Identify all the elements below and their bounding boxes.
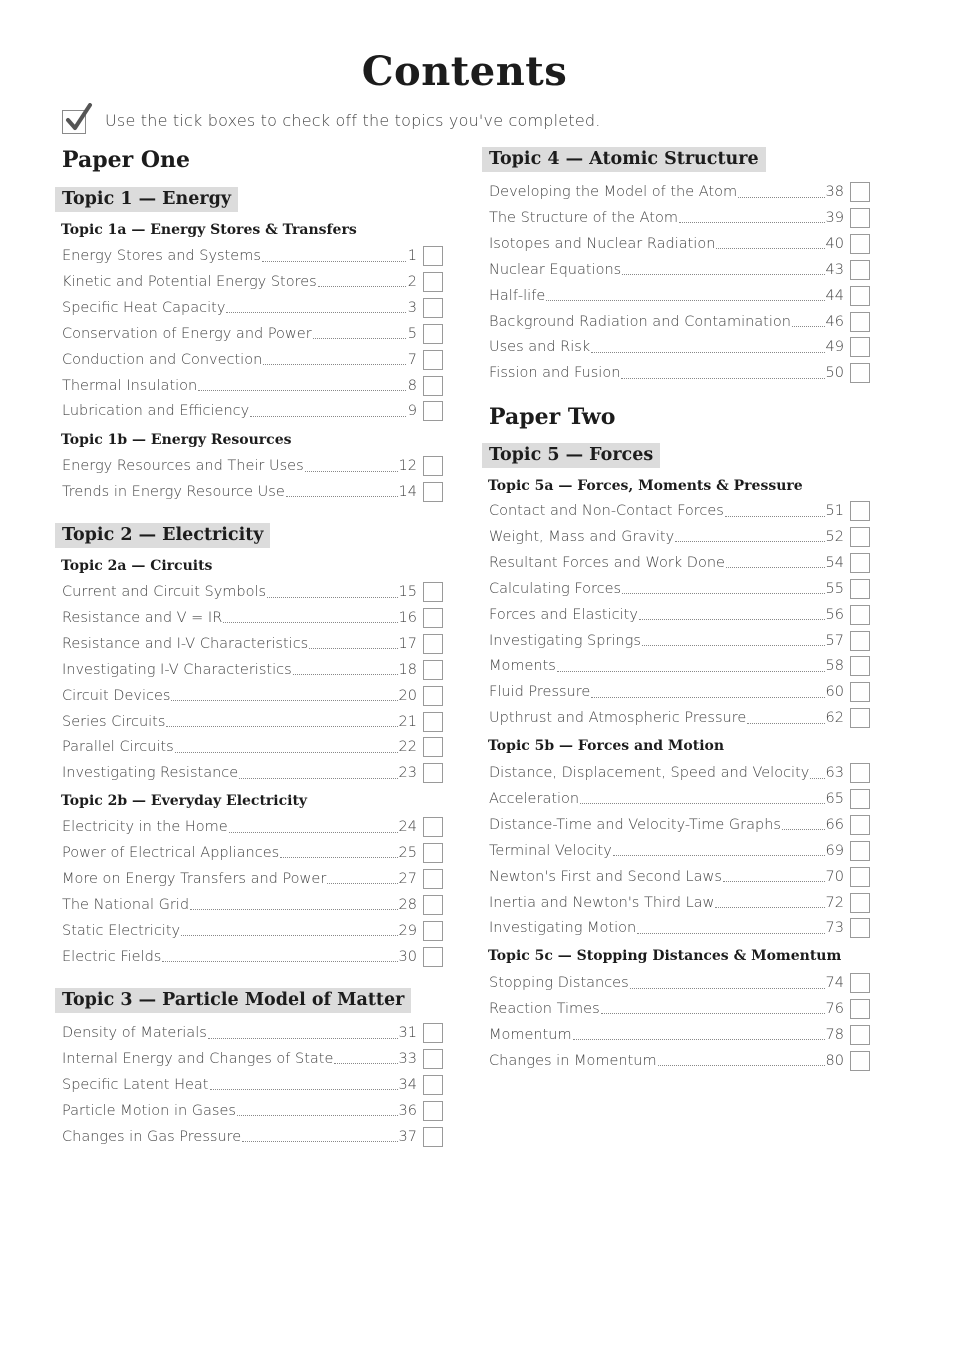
paper-two-heading: Paper Two	[489, 404, 616, 430]
dot-leader	[601, 1013, 825, 1014]
entry-title: Circuit Devices	[62, 687, 171, 704]
entry-title: Newton's First and Second Laws	[489, 868, 722, 885]
entry-title: Changes in Momentum	[489, 1052, 657, 1069]
contents-entry	[55, 454, 443, 478]
tick-box-checkbox[interactable]	[423, 1049, 443, 1069]
entry-page-number: 46	[825, 313, 844, 330]
entry-title: Inertia and Newton's Third Law	[489, 894, 715, 911]
contents-entry	[55, 480, 443, 504]
dot-leader	[622, 593, 824, 594]
entry-page-number: 57	[825, 632, 844, 649]
tick-box-checkbox[interactable]	[423, 817, 443, 837]
entry-title: Kinetic and Potential Energy Stores	[62, 273, 317, 290]
entry-title: Investigating Motion	[489, 920, 637, 937]
page-title: Contents	[361, 48, 568, 95]
entry-title: Fission and Fusion	[489, 365, 621, 382]
entry-title: Upthrust and Atmospheric Pressure	[489, 710, 747, 727]
dot-leader	[223, 622, 397, 623]
entry-page-number: 38	[825, 184, 844, 200]
entry-page-number: 65	[825, 790, 844, 807]
instruction-text: Use the tick boxes to check off the topics you've completed.	[105, 110, 601, 130]
tick-box-checkbox[interactable]	[423, 324, 443, 344]
contents-entry	[482, 654, 870, 678]
contents-entry	[55, 841, 443, 865]
contents-entry	[482, 1023, 870, 1047]
entry-page-number: 18	[398, 661, 417, 678]
dot-leader	[250, 416, 406, 417]
dot-leader	[263, 364, 406, 365]
topic-1b-heading: Topic 1b — Energy Resources	[61, 432, 292, 448]
tick-box-checkbox[interactable]	[850, 973, 870, 993]
contents-entry	[55, 296, 443, 320]
tick-box-checkbox[interactable]	[423, 1075, 443, 1095]
entry-page-number: 23	[398, 765, 417, 782]
entry-page-number: 15	[398, 584, 417, 600]
entry-page-number: 33	[398, 1050, 417, 1067]
paper-one-heading: Paper One	[62, 147, 190, 173]
entry-page-number: 54	[825, 554, 844, 571]
dot-leader	[725, 516, 825, 517]
entry-page-number: 7	[407, 351, 417, 368]
dot-leader	[639, 619, 825, 620]
entry-title: Forces and Elasticity	[489, 606, 638, 623]
dot-leader	[679, 222, 825, 223]
contents-entry	[482, 206, 870, 230]
entry-page-number: 51	[825, 503, 844, 519]
dot-leader	[557, 671, 825, 672]
topic-5a-heading: Topic 5a — Forces, Moments & Pressure	[488, 478, 803, 494]
contents-entry	[482, 787, 870, 811]
tick-box-checkbox[interactable]	[423, 272, 443, 292]
tick-box-checkbox[interactable]	[850, 789, 870, 809]
dot-leader	[293, 674, 398, 675]
entry-page-number: 8	[407, 377, 417, 394]
tick-box-checkbox[interactable]	[850, 918, 870, 938]
dot-leader	[782, 829, 825, 830]
dot-leader	[229, 832, 398, 833]
entry-title: Trends in Energy Resource Use	[62, 483, 285, 500]
contents-entry	[55, 893, 443, 917]
topic-5b-heading: Topic 5b — Forces and Motion	[488, 738, 725, 754]
tick-box-checkbox[interactable]	[850, 867, 870, 887]
dot-leader	[242, 1141, 397, 1142]
entry-page-number: 72	[825, 894, 844, 911]
contents-entry	[482, 284, 870, 308]
dot-leader	[208, 1038, 398, 1039]
entry-page-number: 78	[825, 1026, 844, 1043]
entry-title: Current and Circuit Symbols	[62, 584, 267, 600]
dot-leader	[210, 1089, 398, 1090]
entry-page-number: 52	[825, 528, 844, 545]
dot-leader	[580, 803, 824, 804]
tick-box-checkbox[interactable]	[850, 363, 870, 383]
tick-box-checkbox[interactable]	[850, 337, 870, 357]
tick-box-checkbox[interactable]	[423, 376, 443, 396]
tick-box-checkbox[interactable]	[423, 608, 443, 628]
dot-leader	[162, 961, 397, 962]
contents-entry	[482, 865, 870, 889]
checkmark-icon	[62, 110, 86, 134]
entry-page-number: 73	[825, 920, 844, 937]
entry-title: Stopping Distances	[489, 975, 629, 991]
topic-5c-heading: Topic 5c — Stopping Distances & Momentum	[488, 948, 842, 964]
entry-title: Specific Latent Heat	[62, 1076, 209, 1093]
contents-entry	[482, 629, 870, 653]
entry-page-number: 24	[398, 819, 417, 835]
entry-title: Resistance and V = IR	[62, 609, 223, 626]
entry-title: Isotopes and Nuclear Radiation	[489, 235, 716, 252]
tick-box-checkbox[interactable]	[850, 527, 870, 547]
entry-page-number: 74	[825, 975, 844, 991]
tick-box-checkbox[interactable]	[423, 737, 443, 757]
contents-entry	[482, 706, 870, 730]
topic-5-heading: Topic 5 — Forces	[482, 443, 660, 468]
contents-entry	[55, 606, 443, 630]
contents-entry	[55, 374, 443, 398]
dot-leader	[237, 1115, 398, 1116]
entry-page-number: 50	[825, 365, 844, 382]
entry-page-number: 25	[398, 844, 417, 861]
topic-3-heading: Topic 3 — Particle Model of Matter	[55, 988, 411, 1013]
tick-box-checkbox[interactable]	[850, 656, 870, 676]
entry-title: Resultant Forces and Work Done	[489, 554, 725, 571]
contents-entry	[482, 839, 870, 863]
entry-title: More on Energy Transfers and Power	[62, 870, 327, 887]
contents-entry	[55, 1099, 443, 1123]
contents-entry	[55, 735, 443, 759]
tick-box-checkbox[interactable]	[423, 869, 443, 889]
tick-box-checkbox[interactable]	[850, 182, 870, 202]
entry-title: Fluid Pressure	[489, 684, 591, 701]
dot-leader	[747, 723, 824, 724]
tick-box-checkbox[interactable]	[850, 605, 870, 625]
entry-page-number: 17	[398, 635, 417, 652]
entry-page-number: 2	[407, 273, 417, 290]
contents-entry	[482, 232, 870, 256]
dot-leader	[630, 988, 825, 989]
entry-title: Momentum	[489, 1026, 572, 1043]
contents-entry	[482, 603, 870, 627]
contents-entry	[55, 580, 443, 604]
dot-leader	[313, 338, 406, 339]
dot-leader	[181, 935, 397, 936]
instruction-row	[62, 106, 601, 134]
entry-page-number: 76	[825, 1000, 844, 1017]
contents-entry	[55, 270, 443, 294]
entry-title: Moments	[489, 658, 556, 675]
entry-page-number: 69	[825, 842, 844, 859]
tick-box-checkbox[interactable]	[423, 246, 443, 266]
dot-leader	[171, 700, 397, 701]
dot-leader	[327, 883, 397, 884]
entry-title: Calculating Forces	[489, 580, 622, 597]
topic-2b-heading: Topic 2b — Everyday Electricity	[61, 793, 308, 809]
tick-box-checkbox[interactable]	[423, 582, 443, 602]
tick-box-checkbox[interactable]	[850, 763, 870, 783]
tick-box-checkbox[interactable]	[850, 893, 870, 913]
dot-leader	[723, 881, 825, 882]
dot-leader	[792, 326, 825, 327]
entry-page-number: 5	[407, 325, 417, 342]
tick-box-checkbox[interactable]	[850, 260, 870, 280]
contents-entry	[482, 180, 870, 204]
dot-leader	[622, 274, 824, 275]
entry-page-number: 56	[825, 606, 844, 623]
tick-box-checkbox[interactable]	[850, 286, 870, 306]
dot-leader	[305, 471, 398, 472]
contents-entry	[55, 684, 443, 708]
entry-title: Series Circuits	[62, 713, 166, 730]
tick-box-checkbox[interactable]	[423, 482, 443, 502]
contents-entry	[482, 1049, 870, 1073]
dot-leader	[738, 197, 824, 198]
entry-page-number: 14	[398, 483, 417, 500]
dot-leader	[546, 300, 824, 301]
entry-page-number: 29	[398, 922, 417, 939]
entry-page-number: 22	[398, 739, 417, 756]
topic-1-heading: Topic 1 — Energy	[55, 187, 238, 212]
contents-entry	[55, 815, 443, 839]
dot-leader	[621, 378, 824, 379]
contents-entry	[55, 322, 443, 346]
tick-box-checkbox[interactable]	[850, 815, 870, 835]
contents-entry	[55, 632, 443, 656]
entry-title: Background Radiation and Contamination	[489, 313, 791, 330]
dot-leader	[716, 248, 824, 249]
contents-entry	[55, 919, 443, 943]
entry-page-number: 39	[825, 209, 844, 226]
dot-leader	[175, 752, 398, 753]
dot-leader	[166, 726, 397, 727]
tick-box-checkbox[interactable]	[423, 686, 443, 706]
entry-title: Density of Materials	[62, 1025, 207, 1041]
entry-page-number: 9	[407, 403, 417, 420]
tick-box-checkbox[interactable]	[850, 1051, 870, 1071]
contents-entry	[482, 761, 870, 785]
contents-entry	[482, 335, 870, 359]
tick-box-checkbox[interactable]	[423, 350, 443, 370]
contents-entry	[482, 258, 870, 282]
entry-title: Investigating I-V Characteristics	[62, 661, 292, 678]
dot-leader	[262, 261, 406, 262]
contents-entry	[482, 499, 870, 523]
dot-leader	[267, 597, 397, 598]
tick-box-checkbox[interactable]	[423, 456, 443, 476]
entry-page-number: 37	[398, 1128, 417, 1145]
contents-entry	[55, 244, 443, 268]
tick-box-checkbox[interactable]	[850, 312, 870, 332]
dot-leader	[286, 496, 398, 497]
entry-title: Energy Resources and Their Uses	[62, 458, 304, 474]
dot-leader	[226, 312, 406, 313]
contents-entry	[482, 997, 870, 1021]
entry-page-number: 63	[825, 765, 844, 781]
contents-entry	[482, 525, 870, 549]
dot-leader	[810, 778, 824, 779]
topic-2-heading: Topic 2 — Electricity	[55, 523, 270, 548]
topic-4-heading: Topic 4 — Atomic Structure	[482, 147, 766, 172]
dot-leader	[239, 778, 397, 779]
tick-box-checkbox[interactable]	[850, 553, 870, 573]
contents-entry	[55, 1125, 443, 1149]
entry-title: Terminal Velocity	[489, 842, 612, 859]
entry-title: Contact and Non-Contact Forces	[489, 503, 724, 519]
tick-box-checkbox[interactable]	[423, 634, 443, 654]
entry-page-number: 1	[407, 248, 417, 264]
dot-leader	[591, 352, 824, 353]
tick-box-checkbox[interactable]	[850, 631, 870, 651]
dot-leader	[642, 645, 825, 646]
contents-entry	[482, 551, 870, 575]
tick-box-checkbox[interactable]	[423, 1127, 443, 1147]
tick-box-checkbox[interactable]	[423, 401, 443, 421]
dot-leader	[726, 567, 825, 568]
contents-entry	[482, 310, 870, 334]
dot-leader	[190, 909, 398, 910]
entry-page-number: 28	[398, 896, 417, 913]
tick-box-checkbox[interactable]	[850, 208, 870, 228]
topic-1a-heading: Topic 1a — Energy Stores & Transfers	[61, 222, 357, 238]
dot-leader	[675, 541, 824, 542]
contents-entry	[55, 658, 443, 682]
entry-page-number: 16	[398, 609, 417, 626]
entry-page-number: 40	[825, 235, 844, 252]
entry-page-number: 30	[398, 948, 417, 965]
entry-page-number: 36	[398, 1102, 417, 1119]
entry-title: Conduction and Convection	[62, 351, 263, 368]
tick-box-checkbox[interactable]	[423, 712, 443, 732]
entry-title: Thermal Insulation	[62, 377, 198, 394]
entry-title: Developing the Model of the Atom	[489, 184, 738, 200]
tick-box-checkbox[interactable]	[423, 843, 443, 863]
entry-title: Lubrication and Efficiency	[62, 403, 250, 420]
entry-title: Reaction Times	[489, 1000, 600, 1017]
entry-page-number: 31	[398, 1025, 417, 1041]
tick-box-checkbox[interactable]	[423, 298, 443, 318]
contents-entry	[55, 945, 443, 969]
tick-box-checkbox[interactable]	[850, 682, 870, 702]
dot-leader	[198, 390, 406, 391]
tick-box-checkbox[interactable]	[850, 579, 870, 599]
entry-page-number: 58	[825, 658, 844, 675]
tick-box-checkbox[interactable]	[850, 708, 870, 728]
entry-page-number: 49	[825, 339, 844, 356]
dot-leader	[334, 1063, 397, 1064]
tick-box-checkbox[interactable]	[423, 1023, 443, 1043]
entry-page-number: 21	[398, 713, 417, 730]
entry-title: Half-life	[489, 287, 546, 304]
entry-title: Uses and Risk	[489, 339, 591, 356]
entry-title: Energy Stores and Systems	[62, 248, 261, 264]
entry-title: Acceleration	[489, 790, 580, 807]
dot-leader	[573, 1039, 825, 1040]
entry-title: Weight, Mass and Gravity	[489, 528, 675, 545]
entry-page-number: 27	[398, 870, 417, 887]
entry-page-number: 70	[825, 868, 844, 885]
contents-entry	[482, 361, 870, 385]
contents-entry	[55, 348, 443, 372]
entry-title: Static Electricity	[62, 922, 181, 939]
tick-box-checkbox[interactable]	[850, 234, 870, 254]
entry-page-number: 20	[398, 687, 417, 704]
contents-entry	[482, 680, 870, 704]
tick-box-checkbox[interactable]	[850, 999, 870, 1019]
dot-leader	[613, 855, 825, 856]
entry-title: Specific Heat Capacity	[62, 299, 226, 316]
entry-title: Nuclear Equations	[489, 261, 622, 278]
entry-title: Electric Fields	[62, 948, 162, 965]
entry-title: Particle Motion in Gases	[62, 1102, 236, 1119]
entry-page-number: 55	[825, 580, 844, 597]
entry-title: Parallel Circuits	[62, 739, 174, 756]
entry-title: Investigating Springs	[489, 632, 641, 649]
dot-leader	[318, 286, 406, 287]
dot-leader	[309, 648, 397, 649]
entry-page-number: 3	[407, 299, 417, 316]
contents-entry	[482, 577, 870, 601]
entry-title: Internal Energy and Changes of State	[62, 1050, 334, 1067]
contents-entry	[55, 399, 443, 423]
tick-box-checkbox[interactable]	[423, 947, 443, 967]
tick-box-checkbox[interactable]	[423, 660, 443, 680]
entry-page-number: 60	[825, 684, 844, 701]
entry-title: Resistance and I-V Characteristics	[62, 635, 309, 652]
entry-page-number: 34	[398, 1076, 417, 1093]
entry-title: Conservation of Energy and Power	[62, 325, 312, 342]
contents-entry	[55, 867, 443, 891]
entry-title: Investigating Resistance	[62, 765, 239, 782]
entry-title: Distance, Displacement, Speed and Velocity	[489, 765, 810, 781]
entry-page-number: 12	[398, 458, 417, 474]
contents-entry	[482, 916, 870, 940]
topic-2a-heading: Topic 2a — Circuits	[61, 558, 213, 574]
contents-entry	[55, 710, 443, 734]
contents-entry	[55, 1073, 443, 1097]
entry-page-number: 62	[825, 710, 844, 727]
dot-leader	[280, 857, 397, 858]
entry-page-number: 43	[825, 261, 844, 278]
entry-title: The Structure of the Atom	[489, 209, 678, 226]
dot-leader	[715, 907, 824, 908]
contents-entry	[55, 1047, 443, 1071]
tick-box-checkbox[interactable]	[423, 763, 443, 783]
tick-box-checkbox[interactable]	[850, 1025, 870, 1045]
contents-entry	[55, 761, 443, 785]
entry-page-number: 80	[825, 1052, 844, 1069]
entry-title: Distance-Time and Velocity-Time Graphs	[489, 816, 781, 833]
dot-leader	[658, 1065, 825, 1066]
contents-entry	[482, 813, 870, 837]
tick-box-checkbox[interactable]	[850, 501, 870, 521]
entry-title: The National Grid	[62, 896, 190, 913]
contents-entry	[55, 1021, 443, 1045]
dot-leader	[637, 933, 824, 934]
tick-box-checkbox[interactable]	[423, 921, 443, 941]
entry-title: Electricity in the Home	[62, 819, 228, 835]
entry-page-number: 44	[825, 287, 844, 304]
tick-box-checkbox[interactable]	[423, 1101, 443, 1121]
contents-entry	[482, 971, 870, 995]
contents-entry	[482, 891, 870, 915]
entry-page-number: 66	[825, 816, 844, 833]
tick-box-checkbox[interactable]	[423, 895, 443, 915]
tick-box-checkbox[interactable]	[850, 841, 870, 861]
entry-title: Changes in Gas Pressure	[62, 1128, 242, 1145]
entry-title: Power of Electrical Appliances	[62, 844, 280, 861]
dot-leader	[591, 697, 824, 698]
